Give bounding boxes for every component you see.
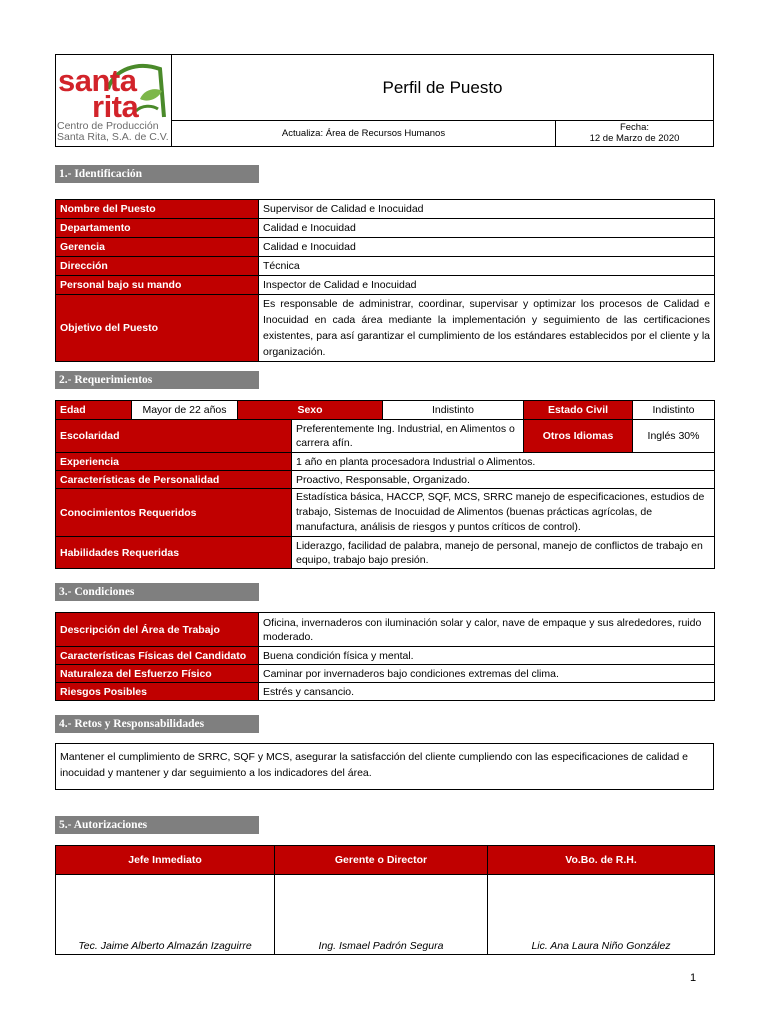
logo-caption-line1: Centro de Producción — [57, 120, 159, 132]
signature-jefe: Tec. Jaime Alberto Almazán Izaguirre — [56, 875, 275, 955]
document-header — [55, 54, 714, 147]
auth-header-jefe: Jefe Inmediato — [56, 846, 275, 875]
table-row — [56, 453, 715, 471]
row-value: Calidad e Inocuidad — [259, 219, 715, 238]
date-label: Fecha: — [619, 122, 650, 133]
estado-civil-value: Indistinto — [633, 401, 715, 420]
retos-text: Mantener el cumplimiento de SRRC, SQF y MCS, asegurar la satisfacción del cliente cumpliendo con las especificaciones de calidad e inocuidad y mantener y dar seguimiento a los indicadores del área. — [55, 743, 714, 790]
row-value: Caminar por invernaderos bajo condiciones extremas del clima. — [259, 665, 715, 683]
section-header-condiciones: 3.- Condiciones — [55, 583, 259, 601]
row-value: Es responsable de administrar, coordinar, supervisar y optimizar los procesos de Calidad e Inocuidad en cada área mediante la implementación y seguimiento de las certificaciones existentes, para así garantizar el cumplimiento de los estándares establecidos por el cliente y la organización. — [259, 295, 715, 362]
logo-word-santa: santa — [58, 63, 137, 98]
personalidad-label: Características de Personalidad — [56, 471, 292, 489]
habilidades-label: Habilidades Requeridas — [56, 537, 292, 569]
table-row — [56, 846, 715, 875]
table-row — [56, 647, 715, 665]
signature-rh: Lic. Ana Laura Niño González — [488, 875, 715, 955]
date-cell — [556, 121, 713, 146]
edad-value: Mayor de 22 años — [132, 401, 238, 420]
row-label: Objetivo del Puesto — [56, 295, 259, 362]
table-row — [56, 295, 715, 362]
sexo-label: Sexo — [238, 401, 383, 420]
table-row — [56, 276, 715, 295]
experiencia-label: Experiencia — [56, 453, 292, 471]
section-header-autorizaciones: 5.- Autorizaciones — [55, 816, 259, 834]
table-row — [56, 420, 715, 453]
row-value: Buena condición física y mental. — [259, 647, 715, 665]
escolaridad-label: Escolaridad — [56, 420, 292, 453]
table-row — [56, 613, 715, 647]
row-label: Personal bajo su mando — [56, 276, 259, 295]
row-value: Inspector de Calidad e Inocuidad — [259, 276, 715, 295]
row-label: Características Físicas del Candidato — [56, 647, 259, 665]
table-row — [56, 219, 715, 238]
section-header-requerimientos: 2.- Requerimientos — [55, 371, 259, 389]
personalidad-value: Proactivo, Responsable, Organizado. — [292, 471, 715, 489]
logo-caption-line2: Santa Rita, S.A. de C.V. — [57, 131, 169, 143]
habilidades-value: Liderazgo, facilidad de palabra, manejo de personal, manejo de conflictos de trabajo en equipo, trabajo bajo presión. — [292, 537, 715, 569]
row-value: Técnica — [259, 257, 715, 276]
date-value: 12 de Marzo de 2020 — [589, 133, 680, 144]
conocimientos-value: Estadística básica, HACCP, SQF, MCS, SRRC manejo de especificaciones, estudios de trabajo, Sistemas de Inocuidad de Alimentos (buenas prácticas agrícolas, de manufactura, análisis de riesgos y puntos críticos de control). — [292, 489, 715, 537]
table-row — [56, 257, 715, 276]
row-value: Supervisor de Calidad e Inocuidad — [259, 200, 715, 219]
auth-header-rh: Vo.Bo. de R.H. — [488, 846, 715, 875]
section-header-identificacion: 1.- Identificación — [55, 165, 259, 183]
table-row — [56, 665, 715, 683]
logo-caption — [57, 121, 171, 143]
otros-idiomas-value: Inglés 30% — [633, 420, 715, 453]
signature-gerente: Ing. Ismael Padrón Segura — [275, 875, 488, 955]
section-header-retos: 4.- Retos y Responsabilidades — [55, 715, 259, 733]
table-row — [56, 537, 715, 569]
row-label: Departamento — [56, 219, 259, 238]
row-label: Nombre del Puesto — [56, 200, 259, 219]
auth-header-gerente: Gerente o Director — [275, 846, 488, 875]
row-label: Dirección — [56, 257, 259, 276]
row-label: Riesgos Posibles — [56, 683, 259, 701]
row-label: Naturaleza del Esfuerzo Físico — [56, 665, 259, 683]
row-label: Descripción del Área de Trabajo — [56, 613, 259, 647]
table-row — [56, 471, 715, 489]
condiciones-table — [55, 612, 715, 701]
row-value: Calidad e Inocuidad — [259, 238, 715, 257]
autorizaciones-table — [55, 845, 715, 955]
experiencia-value: 1 año en planta procesadora Industrial o Alimentos. — [292, 453, 715, 471]
row-value: Estrés y cansancio. — [259, 683, 715, 701]
page-number: 1 — [690, 972, 697, 984]
requerimientos-table — [55, 400, 715, 569]
table-row — [56, 238, 715, 257]
conocimientos-label: Conocimientos Requeridos — [56, 489, 292, 537]
update-label: Actualiza: Área de Recursos Humanos — [172, 121, 556, 146]
edad-label: Edad — [56, 401, 132, 420]
otros-idiomas-label: Otros Idiomas — [524, 420, 633, 453]
company-logo — [56, 55, 172, 146]
logo-word-rita: rita — [92, 89, 139, 124]
table-row — [56, 401, 715, 420]
table-row — [56, 489, 715, 537]
sexo-value: Indistinto — [383, 401, 524, 420]
identificacion-table — [55, 199, 715, 362]
table-row — [56, 200, 715, 219]
table-row — [56, 683, 715, 701]
document-title: Perfil de Puesto — [172, 55, 713, 121]
row-label: Gerencia — [56, 238, 259, 257]
escolaridad-value: Preferentemente Ing. Industrial, en Alimentos o carrera afín. — [292, 420, 524, 453]
table-row — [56, 875, 715, 955]
row-value: Oficina, invernaderos con iluminación solar y calor, nave de empaque y sus alrededores, ruido moderado. — [259, 613, 715, 647]
estado-civil-label: Estado Civil — [524, 401, 633, 420]
